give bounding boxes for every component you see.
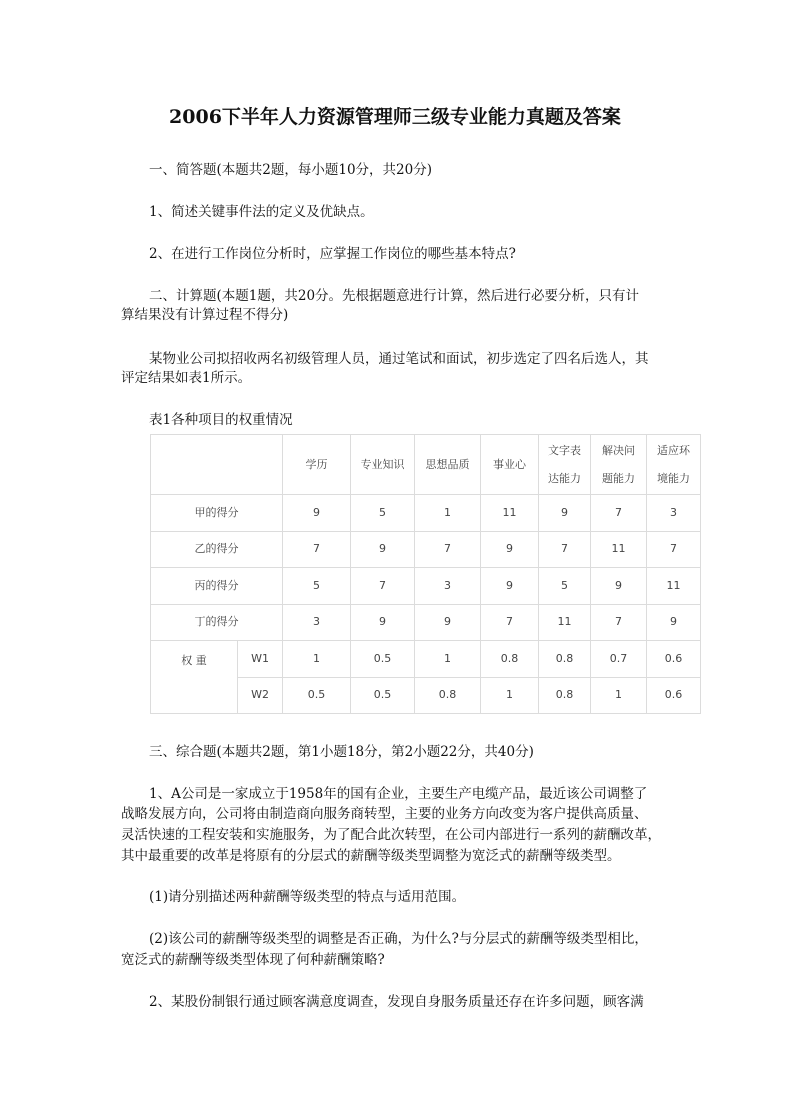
table-cell: 11 xyxy=(591,531,647,568)
table-header-cell: 事业心 xyxy=(481,435,539,495)
table-row xyxy=(151,531,701,568)
section3-sub2-line1: (2)该公司的薪酬等级类型的调整是否正确，为什么?与分层式的薪酬等级类型相比， xyxy=(149,931,648,947)
row-label: 乙的得分 xyxy=(151,531,283,568)
question-1-1: 1、简述关键事件法的定义及优缺点。 xyxy=(149,204,374,220)
row-label: 丁的得分 xyxy=(151,604,283,641)
section2-para-line1: 某物业公司拟招收两名初级管理人员，通过笔试和面试，初步选定了四名后选人，其 xyxy=(149,351,649,367)
section2-para-line2: 评定结果如表1所示。 xyxy=(121,370,252,386)
table-cell: 7 xyxy=(481,604,539,641)
table-cell: 7 xyxy=(415,531,481,568)
page-title: 2006下半年人力资源管理师三级专业能力真题及答案 xyxy=(169,106,621,128)
section3-sub1: (1)请分别描述两种薪酬等级类型的特点与适用范围。 xyxy=(149,889,466,905)
table-cell: 5 xyxy=(283,568,351,605)
weights-table xyxy=(150,434,700,714)
table-cell: 9 xyxy=(351,604,415,641)
table-row xyxy=(151,641,701,678)
table-header-cell: 思想品质 xyxy=(415,435,481,495)
table-cell: 7 xyxy=(539,531,591,568)
table-cell: 1 xyxy=(481,677,539,714)
table-cell: 11 xyxy=(481,495,539,532)
table-cell: 9 xyxy=(539,495,591,532)
table-cell: 0.5 xyxy=(351,641,415,678)
table-cell: 1 xyxy=(415,641,481,678)
table-header-row xyxy=(151,435,701,495)
table-cell: 0.6 xyxy=(647,677,701,714)
table-cell: 9 xyxy=(415,604,481,641)
weight-name: W1 xyxy=(238,641,283,678)
table-cell: 0.8 xyxy=(539,641,591,678)
table-cell: 9 xyxy=(481,568,539,605)
section3-heading: 三、综合题(本题共2题，第1小题18分，第2小题22分，共40分) xyxy=(149,744,534,760)
section2-heading-line2: 算结果没有计算过程不得分) xyxy=(121,307,289,323)
section3-q1-line2: 战略发展方向，公司将由制造商向服务商转型，主要的业务方向改变为客户提供高质量、 xyxy=(121,806,648,822)
table-header-cell: 文字表 达能力 xyxy=(539,435,591,495)
question-1-2: 2、在进行工作岗位分析时，应掌握工作岗位的哪些基本特点? xyxy=(149,246,516,262)
table-header-cell: 专业知识 xyxy=(351,435,415,495)
section3-q1-line3: 灵活快速的工程安装和实施服务，为了配合此次转型，在公司内部进行一系列的薪酬改革， xyxy=(121,827,661,843)
table-cell: 0.5 xyxy=(283,677,351,714)
table-row xyxy=(151,604,701,641)
table-cell: 7 xyxy=(591,495,647,532)
table-header-cell: 适应环 境能力 xyxy=(647,435,701,495)
table-cell: 9 xyxy=(591,568,647,605)
row-label: 甲的得分 xyxy=(151,495,283,532)
table-cell: 0.8 xyxy=(539,677,591,714)
section1-heading: 一、简答题(本题共2题，每小题10分，共20分) xyxy=(149,162,432,178)
table-cell: 0.8 xyxy=(415,677,481,714)
weight-label: 权 重 xyxy=(151,641,238,714)
table-corner-cell xyxy=(151,435,283,495)
table-cell: 1 xyxy=(415,495,481,532)
table-cell: 7 xyxy=(647,531,701,568)
table-cell: 7 xyxy=(351,568,415,605)
table-cell: 3 xyxy=(283,604,351,641)
table-cell: 3 xyxy=(647,495,701,532)
table-caption: 表1各种项目的权重情况 xyxy=(149,412,293,428)
row-label: 丙的得分 xyxy=(151,568,283,605)
table-cell: 7 xyxy=(283,531,351,568)
section3-q1-line4: 其中最重要的改革是将原有的分层式的薪酬等级类型调整为宽泛式的薪酬等级类型。 xyxy=(121,848,621,864)
table-cell: 9 xyxy=(283,495,351,532)
section2-heading-line1: 二、计算题(本题1题，共20分。先根据题意进行计算，然后进行必要分析，只有计 xyxy=(149,288,640,304)
table-cell: 0.5 xyxy=(351,677,415,714)
table-cell: 5 xyxy=(539,568,591,605)
table-cell: 9 xyxy=(481,531,539,568)
section3-sub2-line2: 宽泛式的薪酬等级类型体现了何种薪酬策略? xyxy=(121,952,385,968)
table-cell: 1 xyxy=(591,677,647,714)
table-header-cell: 学历 xyxy=(283,435,351,495)
table-cell: 0.6 xyxy=(647,641,701,678)
table-cell: 11 xyxy=(647,568,701,605)
table-row xyxy=(151,568,701,605)
table-cell: 1 xyxy=(283,641,351,678)
table-cell: 9 xyxy=(351,531,415,568)
table-header-cell: 解决问 题能力 xyxy=(591,435,647,495)
table-cell: 7 xyxy=(591,604,647,641)
table-cell: 11 xyxy=(539,604,591,641)
section3-q2: 2、某股份制银行通过顾客满意度调查，发现自身服务质量还存在许多问题，顾客满 xyxy=(149,994,644,1010)
table-row xyxy=(151,495,701,532)
table-cell: 3 xyxy=(415,568,481,605)
table-cell: 9 xyxy=(647,604,701,641)
weight-name: W2 xyxy=(238,677,283,714)
table-cell: 5 xyxy=(351,495,415,532)
table-cell: 0.7 xyxy=(591,641,647,678)
section3-q1-line1: 1、A公司是一家成立于1958年的国有企业，主要生产电缆产品，最近该公司调整了 xyxy=(149,786,648,802)
table-cell: 0.8 xyxy=(481,641,539,678)
